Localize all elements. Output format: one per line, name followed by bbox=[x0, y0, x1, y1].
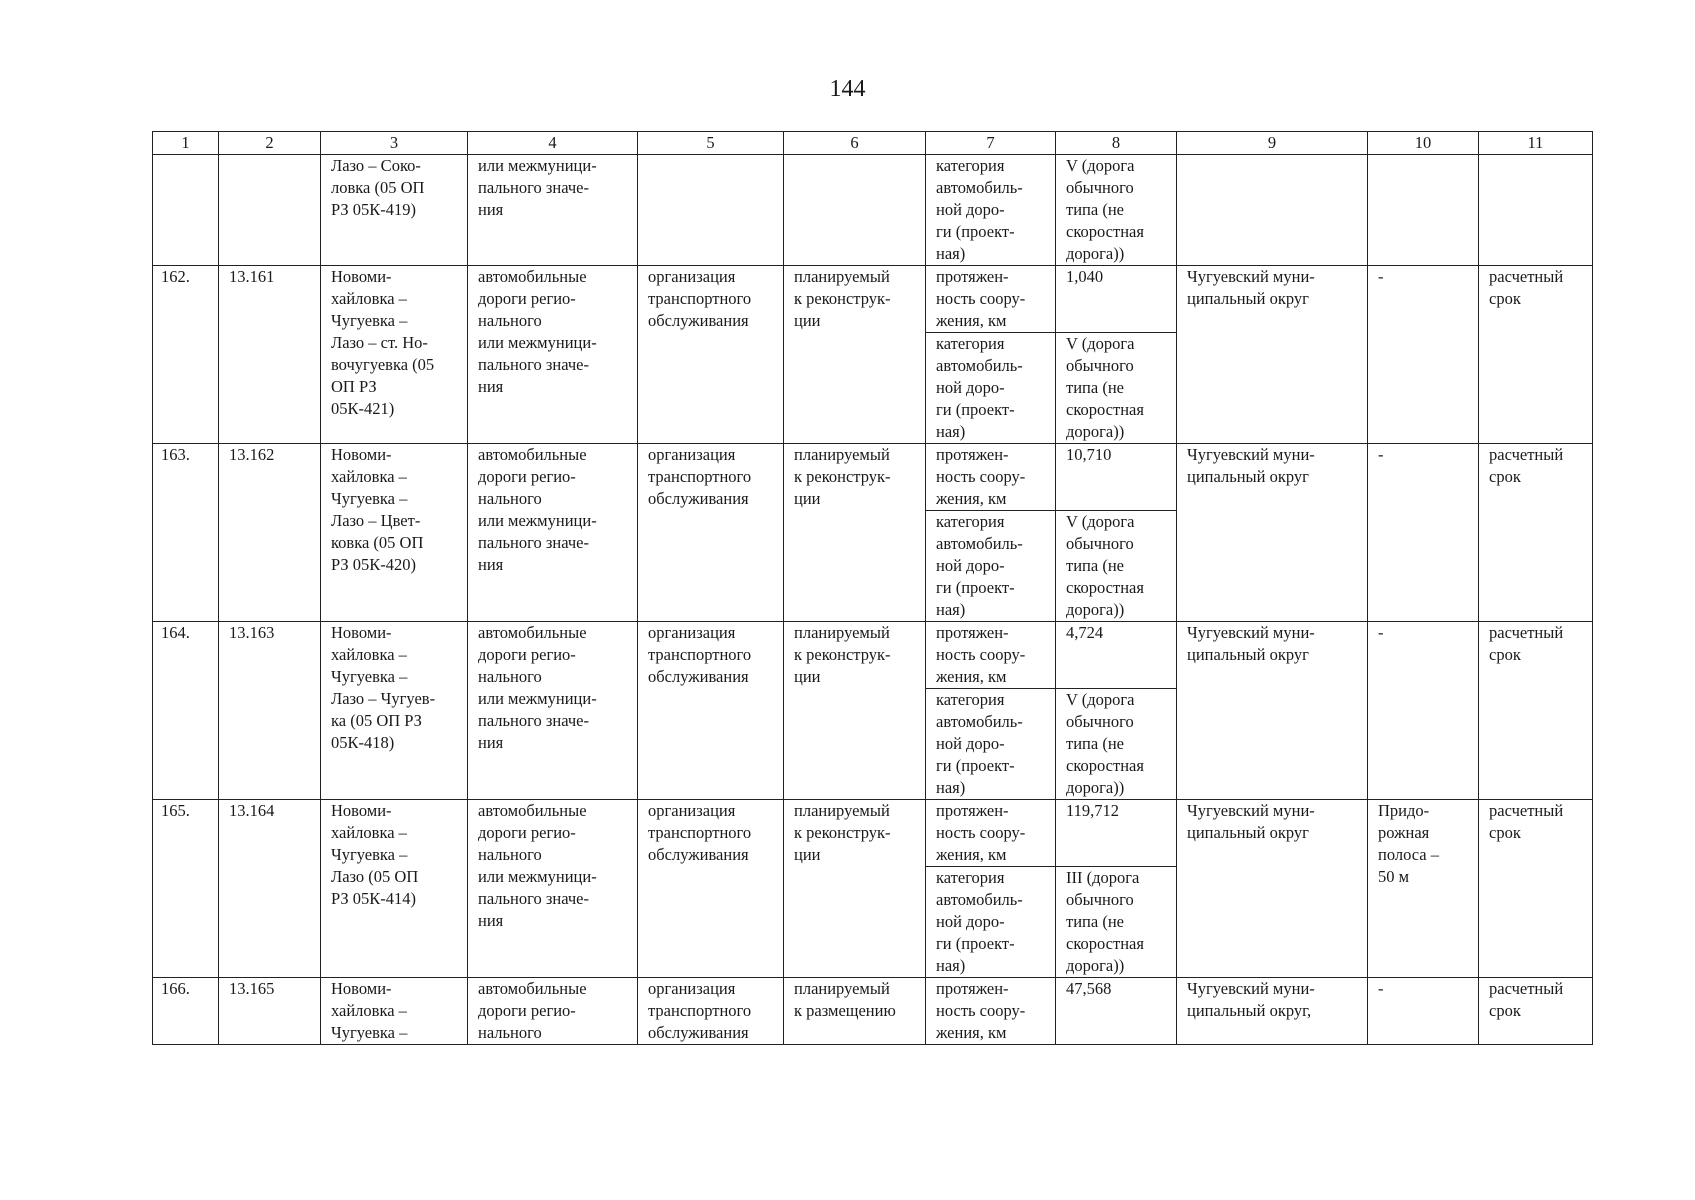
param-label: протяжен- ность соору- жения, км bbox=[926, 622, 1056, 689]
param-label: категория автомобиль- ной доро- ги (проект- ная) bbox=[926, 333, 1056, 444]
param-label: протяжен- ность соору- жения, км bbox=[926, 978, 1056, 1045]
param-value: 1,040 bbox=[1056, 266, 1177, 333]
object-code: 13.164 bbox=[219, 800, 321, 978]
object-status: планируемый к реконструк- ции bbox=[784, 266, 926, 444]
cell-empty bbox=[1177, 155, 1368, 266]
object-purpose: организация транспортного обслуживания bbox=[638, 266, 784, 444]
object-code: 13.161 bbox=[219, 266, 321, 444]
object-term: расчетный срок bbox=[1479, 800, 1593, 978]
cell-empty bbox=[153, 155, 219, 266]
cell-empty bbox=[638, 155, 784, 266]
param-label: протяжен- ность соору- жения, км bbox=[926, 800, 1056, 867]
param-value: V (дорога обычного типа (не скоростная дорога)) bbox=[1056, 155, 1177, 266]
param-value: 4,724 bbox=[1056, 622, 1177, 689]
column-number: 3 bbox=[321, 132, 468, 155]
table-row bbox=[153, 978, 1593, 1045]
column-number: 9 bbox=[1177, 132, 1368, 155]
object-location: Чугуевский муни- ципальный округ bbox=[1177, 622, 1368, 800]
object-status: планируемый к реконструк- ции bbox=[784, 800, 926, 978]
object-code: 13.163 bbox=[219, 622, 321, 800]
row-number: 166. bbox=[153, 978, 219, 1045]
object-purpose: организация транспортного обслуживания bbox=[638, 978, 784, 1045]
param-value: III (дорога обычного типа (не скоростная дорога)) bbox=[1056, 867, 1177, 978]
object-type: автомобильные дороги регио- нального или межмуници- пального значе- ния bbox=[468, 800, 638, 978]
column-number-row bbox=[153, 132, 1593, 155]
object-status: планируемый к реконструк- ции bbox=[784, 622, 926, 800]
column-number: 8 bbox=[1056, 132, 1177, 155]
table-row bbox=[153, 266, 1593, 333]
object-type: или межмуници- пального значе- ния bbox=[468, 155, 638, 266]
param-value: 47,568 bbox=[1056, 978, 1177, 1045]
column-number: 1 bbox=[153, 132, 219, 155]
table-row bbox=[153, 800, 1593, 867]
param-label: протяжен- ность соору- жения, км bbox=[926, 444, 1056, 511]
object-location: Чугуевский муни- ципальный округ bbox=[1177, 444, 1368, 622]
object-zone: - bbox=[1368, 978, 1479, 1045]
cell-empty bbox=[1368, 155, 1479, 266]
column-number: 6 bbox=[784, 132, 926, 155]
object-location: Чугуевский муни- ципальный округ, bbox=[1177, 978, 1368, 1045]
param-value: V (дорога обычного типа (не скоростная дорога)) bbox=[1056, 511, 1177, 622]
row-number: 165. bbox=[153, 800, 219, 978]
object-status: планируемый к размещению bbox=[784, 978, 926, 1045]
page-number: 144 bbox=[829, 76, 866, 102]
object-term: расчетный срок bbox=[1479, 444, 1593, 622]
param-label: категория автомобиль- ной доро- ги (проект- ная) bbox=[926, 155, 1056, 266]
object-code: 13.162 bbox=[219, 444, 321, 622]
object-purpose: организация транспортного обслуживания bbox=[638, 444, 784, 622]
column-number: 7 bbox=[926, 132, 1056, 155]
object-type: автомобильные дороги регио- нального или межмуници- пального значе- ния bbox=[468, 266, 638, 444]
param-value: 10,710 bbox=[1056, 444, 1177, 511]
object-zone: Придо- рожная полоса – 50 м bbox=[1368, 800, 1479, 978]
param-label: категория автомобиль- ной доро- ги (проект- ная) bbox=[926, 511, 1056, 622]
object-term: расчетный срок bbox=[1479, 266, 1593, 444]
column-number: 4 bbox=[468, 132, 638, 155]
object-code: 13.165 bbox=[219, 978, 321, 1045]
object-name: Новоми- хайловка – Чугуевка – Лазо – Чугуев- ка (05 ОП РЗ 05К-418) bbox=[321, 622, 468, 800]
object-name: Новоми- хайловка – Чугуевка – Лазо – Цвет- ковка (05 ОП РЗ 05К-420) bbox=[321, 444, 468, 622]
cell-empty bbox=[1479, 155, 1593, 266]
param-value: 119,712 bbox=[1056, 800, 1177, 867]
param-value: V (дорога обычного типа (не скоростная дорога)) bbox=[1056, 689, 1177, 800]
column-number: 11 bbox=[1479, 132, 1593, 155]
column-number: 10 bbox=[1368, 132, 1479, 155]
param-label: протяжен- ность соору- жения, км bbox=[926, 266, 1056, 333]
object-purpose: организация транспортного обслуживания bbox=[638, 622, 784, 800]
object-zone: - bbox=[1368, 444, 1479, 622]
object-term: расчетный срок bbox=[1479, 978, 1593, 1045]
table-row bbox=[153, 444, 1593, 511]
object-name: Новоми- хайловка – Чугуевка – Лазо (05 ОП РЗ 05К-414) bbox=[321, 800, 468, 978]
object-type: автомобильные дороги регио- нального или межмуници- пального значе- ния bbox=[468, 622, 638, 800]
column-number: 5 bbox=[638, 132, 784, 155]
param-value: V (дорога обычного типа (не скоростная дорога)) bbox=[1056, 333, 1177, 444]
object-purpose: организация транспортного обслуживания bbox=[638, 800, 784, 978]
row-number: 164. bbox=[153, 622, 219, 800]
object-zone: - bbox=[1368, 266, 1479, 444]
param-label: категория автомобиль- ной доро- ги (проект- ная) bbox=[926, 867, 1056, 978]
object-type: автомобильные дороги регио- нального bbox=[468, 978, 638, 1045]
object-zone: - bbox=[1368, 622, 1479, 800]
object-term: расчетный срок bbox=[1479, 622, 1593, 800]
object-type: автомобильные дороги регио- нального или межмуници- пального значе- ния bbox=[468, 444, 638, 622]
object-name: Новоми- хайловка – Чугуевка – Лазо – ст. Но- вочугуевка (05 ОП РЗ 05К-421) bbox=[321, 266, 468, 444]
object-name: Лазо – Соко- ловка (05 ОП РЗ 05К-419) bbox=[321, 155, 468, 266]
cell-empty bbox=[219, 155, 321, 266]
row-number: 163. bbox=[153, 444, 219, 622]
object-location: Чугуевский муни- ципальный округ bbox=[1177, 266, 1368, 444]
object-status: планируемый к реконструк- ции bbox=[784, 444, 926, 622]
param-label: категория автомобиль- ной доро- ги (проект- ная) bbox=[926, 689, 1056, 800]
continuation-row bbox=[153, 155, 1593, 266]
table-row bbox=[153, 622, 1593, 689]
object-location: Чугуевский муни- ципальный округ bbox=[1177, 800, 1368, 978]
column-number: 2 bbox=[219, 132, 321, 155]
objects-table bbox=[152, 131, 1593, 1045]
row-number: 162. bbox=[153, 266, 219, 444]
object-name: Новоми- хайловка – Чугуевка – bbox=[321, 978, 468, 1045]
cell-empty bbox=[784, 155, 926, 266]
